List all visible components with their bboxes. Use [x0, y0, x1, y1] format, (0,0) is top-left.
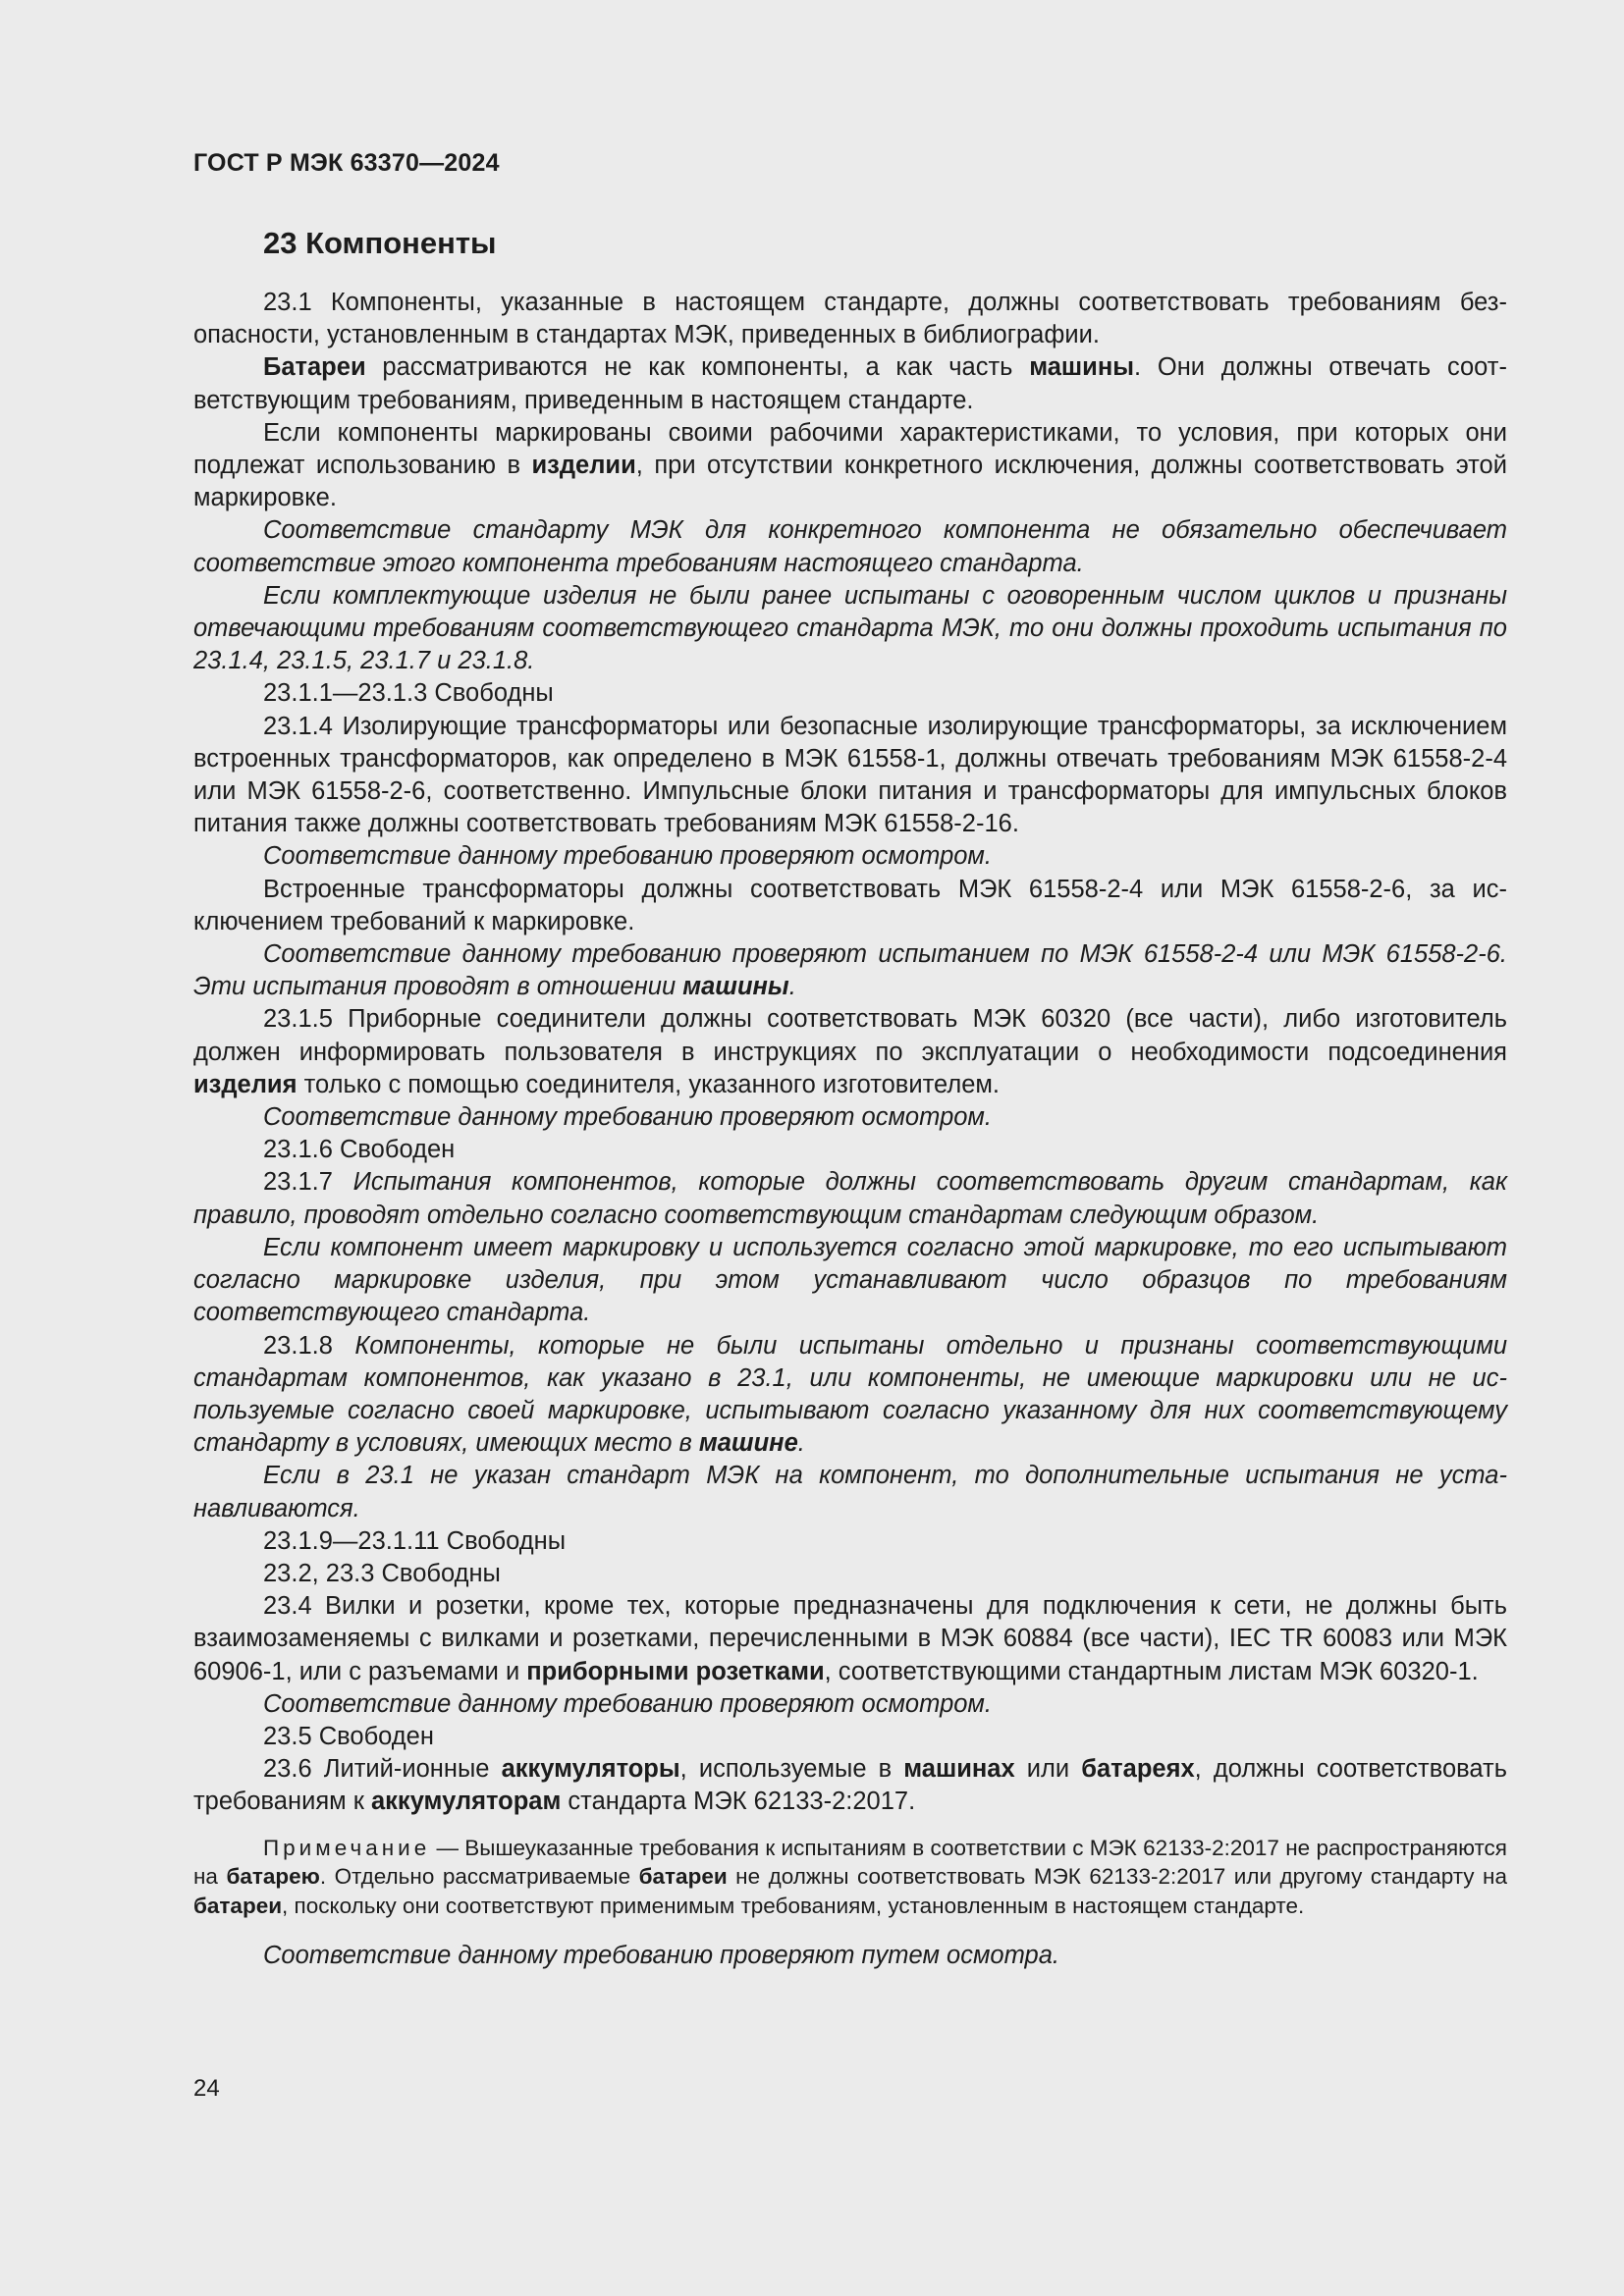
term-bold: Батареи	[263, 353, 366, 382]
paragraph: Соответствие данному требованию проверяют осмотром.	[263, 842, 993, 871]
term-bold: батареях	[1081, 1755, 1195, 1784]
paragraph	[193, 1166, 1507, 1231]
term-bold: изделии	[531, 452, 636, 480]
text-run: рассматриваются не как компоненты, а как часть	[365, 353, 1030, 382]
paragraph: Соответствие данному требованию проверяют осмотром.	[263, 1103, 993, 1132]
paragraph: 23.1.9—23.1.11 Свободны	[263, 1526, 567, 1555]
text-run: . Они должны отвечать соответствующим требованиям, приведенным в настоящем стандарте.	[193, 353, 1507, 414]
term-bold: машинах	[903, 1755, 1015, 1784]
term-bold: изделия	[193, 1070, 298, 1098]
paragraph: Если комплектующие изделия не были ранее испытаны с оговоренным числом циклов и признаны отвечающими требованиям соответствующего стандарта МЭК, то они должны проходить испытания по 23.1.4, 23.1.5, 23.1.7 и 23.1.8.	[193, 581, 1507, 675]
text-run: , соответствующими стандартным листам МЭК 60320-1.	[824, 1657, 1479, 1685]
text-run: только с помощью соединителя, указанного изготовителем.	[297, 1070, 1001, 1098]
paragraph: 23.5 Свободен	[263, 1722, 434, 1750]
text-run: .	[788, 973, 796, 1001]
paragraph: Встроенные трансформаторы должны соответствовать МЭК 61558-2-4 или МЭК 61558-2-6, за исключением требований к маркировке.	[193, 875, 1507, 935]
note-paragraph	[193, 1834, 1507, 1921]
paragraph: Соответствие стандарту МЭК для конкретного компонента не обязательно обеспечивает соответствие этого компонента требованиям настоящего стандарта.	[193, 516, 1507, 577]
text-run: . Отдельно рассматриваемые	[319, 1864, 639, 1890]
text-run: , поскольку они соответствуют применимым требованиям, установленным в настоящем стандарте.	[282, 1893, 1305, 1918]
paragraph	[193, 1753, 1507, 1818]
paragraph: 23.2, 23.3 Свободны	[263, 1559, 501, 1587]
page-number: 24	[193, 2075, 220, 2102]
text-run: 23.1.7	[263, 1168, 353, 1197]
text-run: Если компоненты маркированы своими рабочими характеристиками, то условия, при которых они подлежат использованию в	[193, 418, 1507, 480]
paragraph: 23.1 Компоненты, указанные в настоящем стандарте, должны соответствовать требованиям безопасности, установленным в стандартах МЭК, приведенных в библиографии.	[193, 289, 1507, 349]
paragraph: Если в 23.1 не указан стандарт МЭК на компонент, то дополнительные испытания не устанавливаются.	[193, 1462, 1507, 1522]
term-bold: аккумуляторы	[501, 1755, 680, 1784]
term-bold: батарею	[226, 1864, 320, 1890]
note-label: Примечание	[263, 1835, 431, 1860]
text-run: .	[797, 1429, 805, 1458]
text-run: , должны соответствовать требованиям к	[193, 1755, 1507, 1816]
text-run: 23.6 Литий-ионные	[263, 1755, 502, 1784]
term-bold: приборными розетками	[526, 1657, 825, 1685]
text-run: 23.1.8	[263, 1331, 355, 1360]
text-run: 23.4 Вилки и розетки, кроме тех, которые предназначены для подключения к сети, не должны быть взаимозаменяемы с вилками и розетками, перечисленными в МЭК 60884 (все части), IEC TR 60083 или МЭК 60906-1, или с разъемами и	[193, 1592, 1507, 1685]
document-header: ГОСТ Р МЭК 63370—2024	[193, 149, 500, 177]
term-bold: батареи	[638, 1864, 728, 1890]
paragraph: 23.1.1—23.1.3 Свободны	[263, 679, 554, 708]
paragraph	[193, 938, 1507, 1003]
paragraph: Соответствие данному требованию проверяют путем осмотра.	[263, 1942, 1060, 1970]
text-run: , используемые в	[679, 1755, 904, 1784]
text-run: Испытания компонентов, которые должны соответствовать другим стандартам, как правило, проводят отдельно согласно соответствующим стандартам следующим образом.	[193, 1168, 1508, 1229]
term-bold: аккумуляторам	[370, 1788, 562, 1816]
text-run: , при отсутствии конкретного исключения, должны соответствовать этой маркировке.	[193, 452, 1507, 512]
paragraph	[193, 351, 1507, 416]
paragraph: 23.1.6 Свободен	[263, 1136, 456, 1164]
document-body	[193, 287, 1507, 1972]
term-bold: машины	[682, 973, 789, 1001]
paragraph: 23.1.4 Изолирующие трансформаторы или безопасные изолирующие трансформаторы, за исключением встроенных трансформаторов, как определено в МЭК 61558-1, должны отвечать требованиям МЭК 61558-2-4 или МЭК 61558-2-6, соответственно. Импульсные блоки питания и трансформаторы для импульсных блоков питания также должны соответствовать требованиям МЭК 61558-2-16.	[193, 712, 1507, 838]
paragraph: Соответствие данному требованию проверяют осмотром.	[263, 1689, 993, 1718]
text-run: — Вышеуказанные требования к испытаниям в соответствии с МЭК 62133-2:2017 не распространяются на	[193, 1835, 1507, 1890]
text-run: или	[1014, 1755, 1082, 1784]
section-title: 23 Компоненты	[263, 226, 497, 260]
text-run: не должны соответствовать МЭК 62133-2:2017 или другому стандарту на	[727, 1864, 1507, 1890]
paragraph	[193, 1590, 1507, 1688]
text-run: Компоненты, которые не были испытаны отдельно и признаны соответствующими стандартам компонентов, как указано в 23.1, или компоненты, не имеющие маркировки или не используемые согласно своей маркировке, испытывают согласно указанному для них соответствующему стандарту в условиях, имеющих место в	[193, 1331, 1508, 1458]
text-run: стандарта МЭК 62133-2:2017.	[561, 1788, 916, 1816]
text-run: Соответствие данному требованию проверяют испытанием по МЭК 61558-2-4 или МЭК 61558-2-6. Эти испытания проводят в отношении	[193, 940, 1507, 1001]
term-bold: машине	[698, 1429, 798, 1458]
paragraph	[193, 417, 1507, 515]
text-run: 23.1.5 Приборные соединители должны соответствовать МЭК 60320 (все части), либо изготовитель должен информировать пользователя в инструкциях по эксплуатации о необходимости подсоединения	[193, 1005, 1507, 1066]
paragraph: Если компонент имеет маркировку и используется согласно этой маркировке, то его испытывают согласно маркировке изделия, при этом устанавливают число образцов по требованиям соответствующего стандарта.	[193, 1233, 1507, 1327]
term-bold: машины	[1029, 353, 1135, 382]
paragraph	[193, 1330, 1507, 1461]
paragraph	[193, 1003, 1507, 1101]
term-bold: батареи	[193, 1893, 283, 1918]
